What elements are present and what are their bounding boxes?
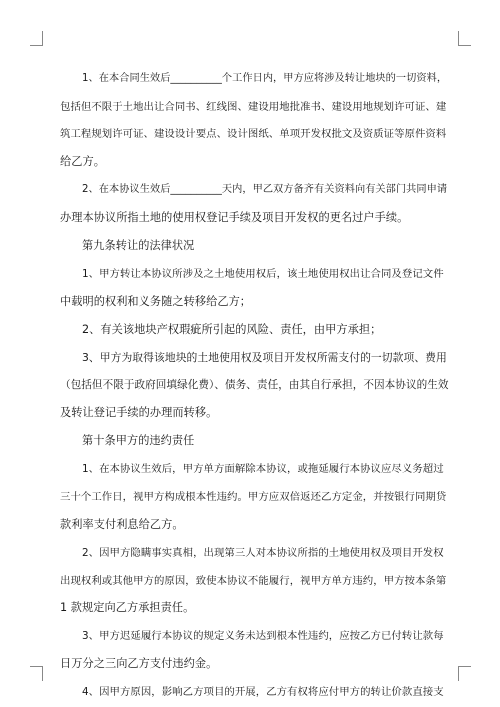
text-line: 办理本协议所指土地的使用权登记手续及项目开发权的更名过户手续。	[60, 211, 409, 224]
section-heading: 第九条转让的法律状况	[82, 239, 195, 252]
text-line: 中载明的权利和义务随之转移给乙方；	[60, 295, 252, 308]
text-line: 1、在本协议生效后，甲方单方面解除本协议，或拖延履行本协议应尽义务超过	[82, 463, 444, 475]
text-line: 1、甲方转让本协议所涉及之土地使用权后，该土地使用权出让合同及登记文件	[82, 268, 444, 280]
text-line: 3、甲方迟延履行本协议的规定义务未达到根本性违约，应按乙方已付转让款每	[82, 630, 444, 642]
text-line: 包括但不限于土地出让合同书、红线图、建设用地批准书、建设用地规划许可证、建	[60, 101, 447, 113]
text-line: 4、因甲方原因，影响乙方项目的开展，乙方有权将应付甲方的转让价款直接支	[82, 686, 444, 698]
text-line: 2、因甲方隐瞒事实真相，出现第三人对本协议所指的土地使用权及项目开发权	[82, 547, 444, 559]
crop-mark-top-right	[458, 31, 471, 46]
text-line: （包括但不限于政府回填绿化费）、债务、责任，由其自行承担，不因本协议的生效	[60, 379, 449, 391]
text-line: 三十个工作日，视甲方构成根本性违约。甲方应双倍返还乙方定金，并按银行同期贷	[60, 491, 447, 503]
section-heading: 第十条甲方的违约责任	[82, 434, 195, 447]
text-line: 2、在本协议生效后__________天内，甲乙双方备齐有关资料向有关部门共同申请	[82, 184, 448, 195]
text-line: 出现权利或其他甲方的原因，致使本协议不能履行，视甲方单方违约，甲方按本条第	[60, 575, 447, 587]
crop-mark-top-left	[30, 31, 43, 46]
text-line: 3、甲方为取得该地块的土地使用权及项目开发权所需支付的一切款项、费用	[82, 351, 447, 364]
text-line: 款利率支付利息给乙方。	[60, 518, 184, 531]
text-line: 2、有关该地块产权瑕疵所引起的风险、责任，由甲方承担；	[82, 323, 382, 336]
text-line: 日万分之三向乙方支付违约金。	[60, 657, 218, 670]
text-line: 筑工程规划许可证、建设设计要点、设计图纸、单项开发权批文及资质证等原件资料	[60, 128, 447, 140]
crop-mark-bottom-left	[30, 666, 43, 681]
text-line: 及转让登记手续的办理而转移。	[60, 406, 218, 419]
crop-mark-bottom-right	[458, 666, 471, 681]
text-line: 给乙方。	[60, 155, 105, 168]
text-line: 1 款规定向乙方承担责任。	[60, 601, 195, 614]
text-line: 1、在本合同生效后__________个工作日内，甲方应将涉及转让地块的一切资料，	[82, 73, 448, 84]
